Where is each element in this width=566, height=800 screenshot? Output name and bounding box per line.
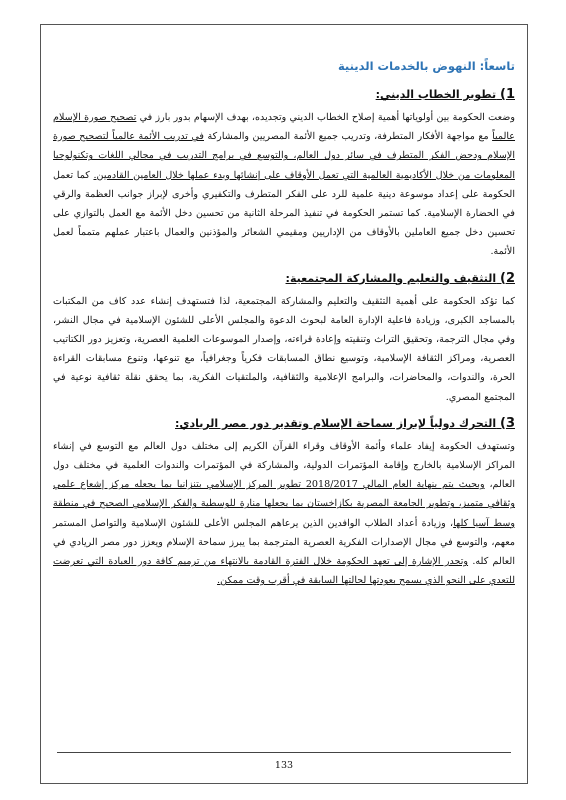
section-heading bbox=[53, 87, 515, 102]
document-page bbox=[40, 24, 528, 784]
heading-text: التثقيف والتعليم والمشاركة المجتمعية: bbox=[285, 271, 497, 285]
section-heading bbox=[53, 416, 515, 431]
text-run: ، وزيادة أعداد الطلاب الوافدين الذين يرعاهم المجلس الأعلى للشئون الإسلامية والتواصل المستمر معهم، والتوسع في مجال الإصدارات الفكرية العصرية المترجمة بما يبرز سماحة الإسلام ويعزز دور مصر الريادي في العالم كله. bbox=[53, 517, 515, 568]
heading-number: 2) bbox=[500, 270, 515, 286]
text-run-underlined: وتجدر الإشارة إلى تعهد الحكومة خلال الفترة القادمة بالانتهاء من ترميم كافة دور العبادة التي تعرضت للتعدي على النحو الذي يسمح بعودتها لحالتها السابقة في أقرب وقت ممكن. bbox=[53, 556, 515, 587]
section-1 bbox=[53, 87, 515, 262]
heading-number: 1) bbox=[500, 87, 515, 102]
section-title: تاسعاً: النهوض بالخدمات الدينية bbox=[337, 59, 515, 73]
text-run-underlined: في تدريب الأئمة عالمياً لتصحيح صورة الإسلام ودحض الفكر المتطرف في سائر دول العالم، والتوسع في برامج التدريب في مجالي اللغات وتكنولوجيا المعلومات من خلال الأكاديمية العالمية التي تعمل الأوقاف على إنشائها وبدء عملها خلال العامين القادمين. bbox=[53, 131, 515, 181]
text-run-underlined: وبحيث يتم بنهاية العام المالي 2018/2017 تطوير المركز الإسلامي بتنزانيا بما يجعله مركز إشعاع علمي وثقافي متميز، وتطوير الجامعة المصرية بكازاخستان بما يجعلها منارة للوسطية والفكر الإسلامي الصحيح في منطقة وسط آسيا كلها bbox=[53, 479, 515, 529]
heading-text: التحرك دولياً لإبراز سماحة الإسلام وتقدير دور مصر الريادي: bbox=[175, 416, 497, 430]
section-heading bbox=[53, 271, 515, 286]
paragraph bbox=[53, 108, 515, 262]
section-3 bbox=[53, 416, 515, 591]
paragraph bbox=[53, 437, 515, 591]
paragraph bbox=[53, 292, 515, 407]
text-run: وضعت الحكومة بين أولوياتها أهمية إصلاح الخطاب الديني وتجديده، بهدف الإسهام بدور بارز في bbox=[136, 112, 515, 123]
text-run: كما تعمل الحكومة على إعداد موسوعة دينية علمية للرد على الفكر المتطرف والتكفيري وأخرى لإبراز جوانب العظمة والرقي في الحضارة الإسلامية. كما تستمر الحكومة في تنفيذ المرحلة الثانية من تحسين دخل الأئمة مع العمل بالتوازي على تحسين دخل جميع العاملين بالأوقاف من الإداريين ومقيمي الشعائر والمؤذنين والعمال باعتبار عملهم متمماً لعمل الأئمة. bbox=[53, 169, 515, 258]
footer-divider bbox=[57, 752, 511, 753]
section-2 bbox=[53, 271, 515, 407]
text-run-underlined: تصحيح صورة الإسلام عالمياً bbox=[53, 112, 516, 143]
page-number: 133 bbox=[274, 760, 294, 771]
content-body bbox=[53, 87, 515, 599]
heading-number: 3) bbox=[500, 415, 515, 431]
heading-text: تطوير الخطاب الديني: bbox=[375, 88, 497, 101]
text-run: كما تؤكد الحكومة على أهمية التثقيف والتعليم والمشاركة المجتمعية، لذا فتستهدف إنشاء عدد كاف من المكتبات بالمساجد الكبرى، وزيادة فاعلية الإدارة العامة لبحوث الدعوة والمجلس الأعلى للشئون الإسلامية في مجال النشر، وفي مجال الترجمة، وتحقيق التراث وتنقيته وإعادة قراءته، وإصدار الموسوعات العلمية العصرية، وتعزيز دور الكتاتيب العصرية، ومراكز الثقافة الإسلامية، وتوسيع نطاق المسابقات فكرياً وجغرافياً، مع تنوعها، وتنوع مسابقات القراءة الحرة، والندوات، والمحاضرات، والبرامج الإعلامية والثقافية، والملتقيات الفكرية، بما يحقق نقلة ثقافية نوعية في المجتمع المصري. bbox=[53, 295, 515, 403]
text-run: وتستهدف الحكومة إيفاد علماء وأئمة الأوقاف وقراء القرآن الكريم إلى مختلف دول العالم مع التوسع في إنشاء المراكز الإسلامية بالخارج وإقامة المؤتمرات الدولية، والمشاركة في المؤتمرات والندوات العلمية في مختلف دول العالم، bbox=[53, 440, 515, 491]
text-run: مع مواجهة الأفكار المتطرفة، وتدريب جميع الأئمة المصريين والمشاركة bbox=[204, 131, 493, 143]
